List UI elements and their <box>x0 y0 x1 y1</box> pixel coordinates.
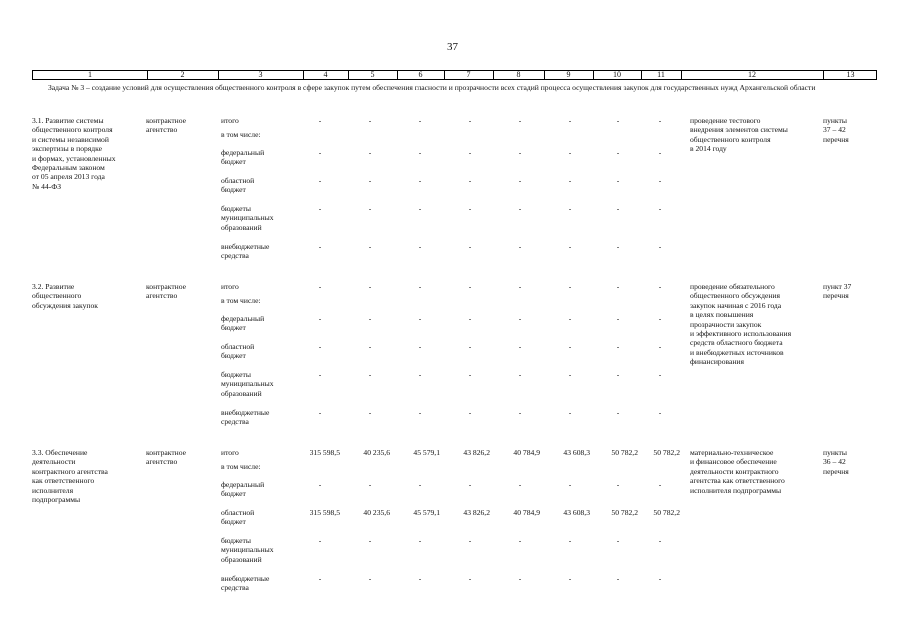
list-reference: пункты 36 – 42 перечня <box>823 448 849 476</box>
column-number: 12 <box>748 70 756 79</box>
funding-source-label: внебюджетные средства <box>221 408 270 427</box>
funding-value: - <box>418 314 422 323</box>
funding-value: - <box>658 282 662 291</box>
measure-title: 3.2. Развитие общественного обсуждения закупок <box>32 282 98 310</box>
funding-value: - <box>368 408 372 417</box>
funding-value: - <box>518 370 522 379</box>
funding-source-label: в том числе: <box>221 462 261 471</box>
expected-result: проведение тестового внедрения элементов системы общественного контроля в 2014 году <box>690 116 788 154</box>
funding-value: - <box>616 480 620 489</box>
funding-value: - <box>468 408 472 417</box>
executor: контрактное агентство <box>146 116 186 135</box>
funding-value: - <box>368 116 372 125</box>
funding-source-label: федеральный бюджет <box>221 480 265 499</box>
table-header-row <box>32 70 877 80</box>
funding-value: - <box>518 116 522 125</box>
funding-value: - <box>568 574 572 583</box>
funding-value: - <box>568 408 572 417</box>
funding-value: - <box>318 116 322 125</box>
funding-source-label: итого <box>221 448 239 457</box>
funding-value: 40 784,9 <box>513 508 540 517</box>
expected-result: проведение обязательного общественного обсуждения закупок начиная с 2016 года в целях повышения прозрачности закупок и эффективного использования средств областного бюджета и внебюджетных источников финансирования <box>690 282 792 367</box>
funding-value: - <box>518 314 522 323</box>
funding-value: 43 826,2 <box>463 448 490 457</box>
funding-value: - <box>568 176 572 185</box>
funding-value: - <box>318 342 322 351</box>
funding-value: - <box>616 116 620 125</box>
funding-value: - <box>418 408 422 417</box>
column-number: 9 <box>566 70 571 79</box>
funding-source-label: в том числе: <box>221 296 261 305</box>
funding-value: - <box>658 408 662 417</box>
funding-value: - <box>518 342 522 351</box>
funding-value: - <box>568 370 572 379</box>
funding-value: - <box>658 480 662 489</box>
funding-value: - <box>418 480 422 489</box>
funding-value: - <box>418 204 422 213</box>
funding-value: - <box>368 480 372 489</box>
funding-value: 43 608,3 <box>563 448 590 457</box>
page-number: 37 <box>447 41 458 53</box>
funding-value: - <box>658 342 662 351</box>
funding-value: - <box>468 242 472 251</box>
funding-value: - <box>568 314 572 323</box>
funding-value: - <box>418 370 422 379</box>
funding-value: - <box>658 370 662 379</box>
funding-value: - <box>658 242 662 251</box>
task-heading: Задача № 3 – создание условий для осуществления общественного контроля в сфере закупок путем обеспечения гласности и прозрачности всех стадий процесса осуществления закупок для государственных нужд Архангельской области <box>48 83 816 92</box>
funding-value: 50 782,2 <box>611 508 638 517</box>
funding-value: - <box>568 116 572 125</box>
funding-value: - <box>418 242 422 251</box>
funding-value: - <box>518 536 522 545</box>
funding-value: - <box>368 342 372 351</box>
funding-value: - <box>418 536 422 545</box>
funding-value: - <box>518 242 522 251</box>
funding-value: - <box>418 342 422 351</box>
funding-source-label: бюджеты муниципальных образований <box>221 536 274 564</box>
funding-value: 50 782,2 <box>653 448 680 457</box>
funding-value: - <box>468 176 472 185</box>
funding-value: - <box>468 204 472 213</box>
funding-value: - <box>518 204 522 213</box>
funding-value: - <box>616 574 620 583</box>
funding-source-label: областной бюджет <box>221 508 255 527</box>
funding-value: - <box>468 282 472 291</box>
funding-value: - <box>468 148 472 157</box>
funding-value: - <box>318 480 322 489</box>
funding-source-label: внебюджетные средства <box>221 574 270 593</box>
funding-value: - <box>616 408 620 417</box>
funding-value: - <box>616 148 620 157</box>
funding-value: - <box>468 480 472 489</box>
funding-value: - <box>658 204 662 213</box>
column-number: 3 <box>258 70 263 79</box>
funding-value: - <box>568 282 572 291</box>
funding-value: - <box>418 176 422 185</box>
funding-value: - <box>368 574 372 583</box>
funding-source-label: федеральный бюджет <box>221 148 265 167</box>
column-number: 7 <box>466 70 471 79</box>
column-number: 11 <box>657 70 665 79</box>
funding-value: 43 608,3 <box>563 508 590 517</box>
funding-value: - <box>616 282 620 291</box>
column-number: 13 <box>846 70 855 79</box>
column-number: 10 <box>613 70 621 79</box>
funding-value: 40 235,6 <box>363 508 390 517</box>
funding-value: - <box>418 148 422 157</box>
funding-value: 43 826,2 <box>463 508 490 517</box>
list-reference: пункт 37 перечня <box>823 282 852 301</box>
funding-value: - <box>658 574 662 583</box>
funding-value: 315 598,5 <box>309 508 340 517</box>
funding-value: - <box>318 536 322 545</box>
funding-value: - <box>518 176 522 185</box>
funding-value: - <box>368 204 372 213</box>
funding-value: - <box>368 282 372 291</box>
funding-value: - <box>468 574 472 583</box>
funding-value: - <box>368 176 372 185</box>
funding-value: - <box>368 370 372 379</box>
executor: контрактное агентство <box>146 448 186 467</box>
funding-source-label: областной бюджет <box>221 342 255 361</box>
funding-value: - <box>518 574 522 583</box>
funding-source-label: итого <box>221 116 239 125</box>
measure-title: 3.3. Обеспечение деятельности контрактного агентства как ответственного исполнителя подпрограммы <box>32 448 108 505</box>
funding-value: - <box>468 342 472 351</box>
funding-value: - <box>616 176 620 185</box>
funding-value: - <box>418 282 422 291</box>
funding-value: - <box>468 314 472 323</box>
funding-value: - <box>616 314 620 323</box>
column-number: 5 <box>370 70 375 79</box>
funding-source-label: бюджеты муниципальных образований <box>221 370 274 398</box>
funding-value: - <box>318 370 322 379</box>
funding-value: - <box>616 342 620 351</box>
funding-value: 45 579,1 <box>413 448 440 457</box>
funding-value: - <box>418 574 422 583</box>
executor: контрактное агентство <box>146 282 186 301</box>
funding-value: - <box>616 204 620 213</box>
funding-value: - <box>468 370 472 379</box>
funding-value: - <box>616 370 620 379</box>
funding-value: - <box>568 204 572 213</box>
funding-value: 40 235,6 <box>363 448 390 457</box>
funding-value: - <box>658 314 662 323</box>
funding-source-label: в том числе: <box>221 130 261 139</box>
expected-result: материально-техническое и финансовое обеспечение деятельности контрактного агентства как ответственного исполнителя подпрограммы <box>690 448 785 495</box>
funding-value: - <box>658 176 662 185</box>
funding-value: - <box>318 148 322 157</box>
measure-title: 3.1. Развитие системы общественного контроля и системы независимой экспертизы в порядке и формах, установленных Федеральным законом от 05 апреля 2013 года № 44-ФЗ <box>32 116 116 191</box>
funding-value: 40 784,9 <box>513 448 540 457</box>
funding-value: - <box>468 536 472 545</box>
funding-source-label: внебюджетные средства <box>221 242 270 261</box>
funding-value: - <box>318 408 322 417</box>
funding-value: - <box>318 282 322 291</box>
funding-value: - <box>568 242 572 251</box>
funding-value: - <box>518 282 522 291</box>
funding-value: - <box>568 148 572 157</box>
funding-value: - <box>368 148 372 157</box>
funding-value: - <box>518 480 522 489</box>
funding-value: - <box>418 116 422 125</box>
funding-value: - <box>658 148 662 157</box>
list-reference: пункты 37 – 42 перечня <box>823 116 849 144</box>
funding-value: - <box>368 536 372 545</box>
funding-value: - <box>318 242 322 251</box>
funding-value: - <box>368 314 372 323</box>
funding-value: - <box>318 176 322 185</box>
column-number: 6 <box>418 70 423 79</box>
column-number: 4 <box>323 70 328 79</box>
column-number: 2 <box>180 70 185 79</box>
funding-value: - <box>568 342 572 351</box>
funding-value: 50 782,2 <box>611 448 638 457</box>
column-number: 8 <box>516 70 521 79</box>
funding-value: 50 782,2 <box>653 508 680 517</box>
funding-value: 45 579,1 <box>413 508 440 517</box>
funding-source-label: федеральный бюджет <box>221 314 265 333</box>
funding-value: - <box>568 480 572 489</box>
funding-value: - <box>318 204 322 213</box>
column-number: 1 <box>88 70 92 79</box>
funding-source-label: итого <box>221 282 239 291</box>
funding-source-label: бюджеты муниципальных образований <box>221 204 274 232</box>
funding-value: - <box>518 148 522 157</box>
funding-source-label: областной бюджет <box>221 176 255 195</box>
funding-value: - <box>368 242 372 251</box>
funding-value: - <box>518 408 522 417</box>
funding-value: 315 598,5 <box>309 448 340 457</box>
funding-value: - <box>658 536 662 545</box>
funding-value: - <box>658 116 662 125</box>
funding-value: - <box>468 116 472 125</box>
funding-value: - <box>318 574 322 583</box>
funding-value: - <box>568 536 572 545</box>
funding-value: - <box>616 536 620 545</box>
funding-value: - <box>616 242 620 251</box>
funding-value: - <box>318 314 322 323</box>
